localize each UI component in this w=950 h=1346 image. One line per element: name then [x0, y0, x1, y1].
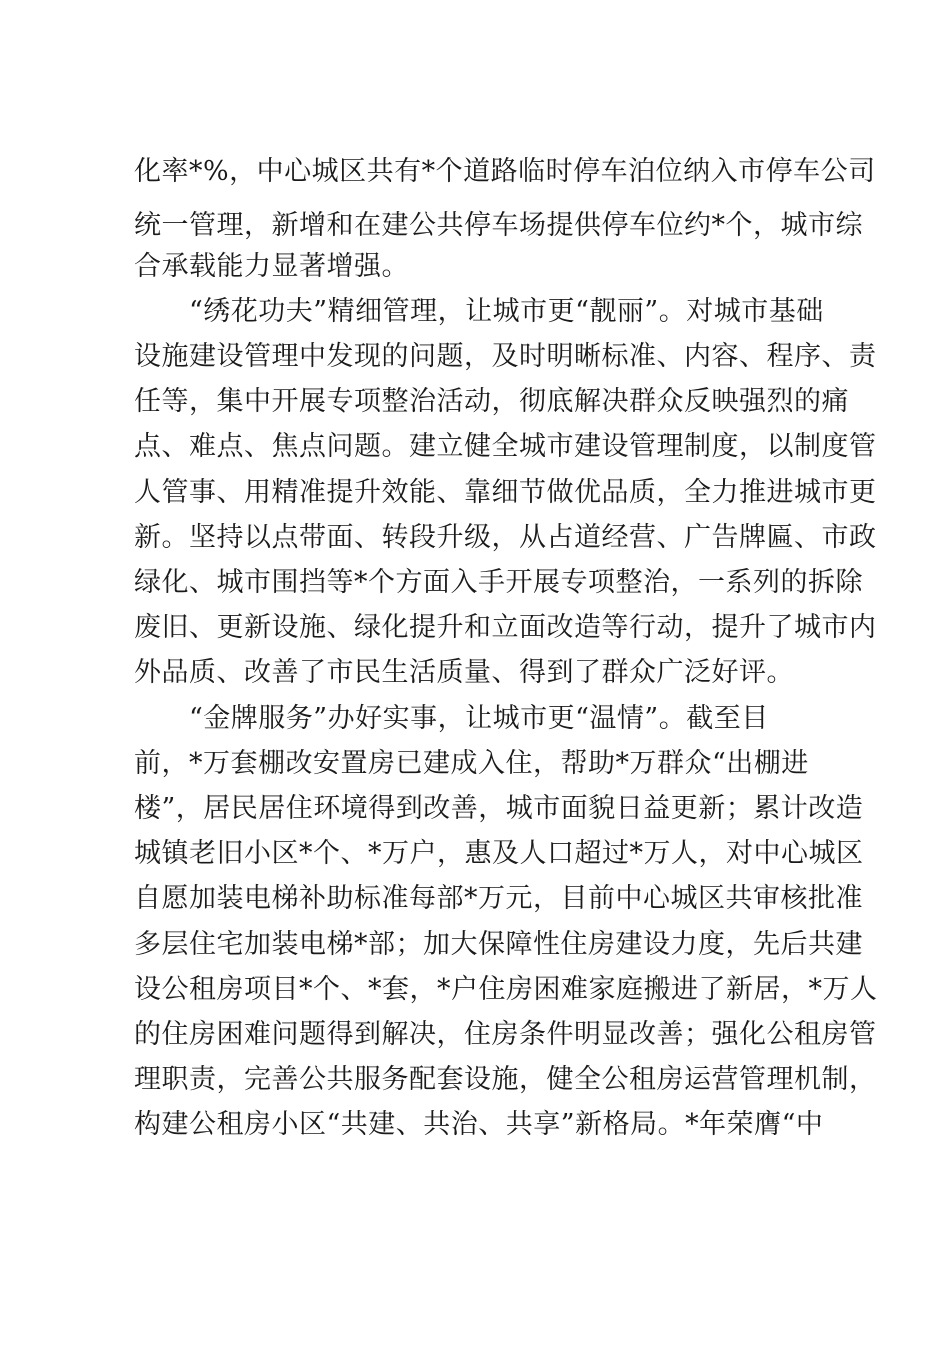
text-line: 理职责，完善公共服务配套设施，健全公租房运营管理机制， [134, 1064, 877, 1095]
text-line: 点、难点、焦点问题。建立健全城市建设管理制度，以制度管 [134, 431, 877, 462]
text-line: 多层住宅加装电梯*部；加大保障性住房建设力度，先后共建 [134, 929, 863, 960]
text-line: 自愿加装电梯补助标准每部*万元，目前中心城区共审核批准 [134, 883, 863, 914]
text-line: 人管事、用精准提升效能、靠细节做优品质，全力推进城市更 [134, 477, 877, 508]
text-line: 新。坚持以点带面、转段升级，从占道经营、广告牌匾、市政 [134, 522, 877, 553]
text-line: 绿化、城市围挡等*个方面入手开展专项整治，一系列的拆除 [134, 567, 863, 598]
paragraph-first-line: “绣花功夫”精细管理，让城市更“靓丽”。对城市基础 [189, 296, 824, 327]
text-line: 设施建设管理中发现的问题，及时明晰标准、内容、程序、责 [134, 341, 877, 372]
text-line: 化率*%，中心城区共有*个道路临时停车泊位纳入市停车公司 [134, 156, 876, 187]
text-line: 统一管理，新增和在建公共停车场提供停车位约*个，城市综 [134, 210, 863, 241]
text-line: 废旧、更新设施、绿化提升和立面改造等行动，提升了城市内 [134, 612, 877, 643]
text-line: 前，*万套棚改安置房已建成入住，帮助*万群众“出棚进 [134, 748, 809, 779]
text-line: 城镇老旧小区*个、*万户，惠及人口超过*万人，对中心城区 [134, 838, 864, 869]
text-line: 构建公租房小区“共建、共治、共享”新格局。*年荣膺“中 [134, 1109, 824, 1140]
text-line: 的住房困难问题得到解决，住房条件明显改善；强化公租房管 [134, 1019, 877, 1050]
text-line: 合承载能力显著增强。 [134, 251, 409, 282]
text-line: 外品质、改善了市民生活质量、得到了群众广泛好评。 [134, 657, 794, 688]
text-line: 任等，集中开展专项整治活动，彻底解决群众反映强烈的痛 [134, 386, 849, 417]
text-line: 楼”，居民居住环境得到改善，城市面貌日益更新；累计改造 [134, 793, 864, 824]
paragraph-first-line: “金牌服务”办好实事，让城市更“温情”。截至目 [189, 703, 769, 734]
text-line: 设公租房项目*个、*套，*户住房困难家庭搬进了新居，*万人 [134, 974, 878, 1005]
